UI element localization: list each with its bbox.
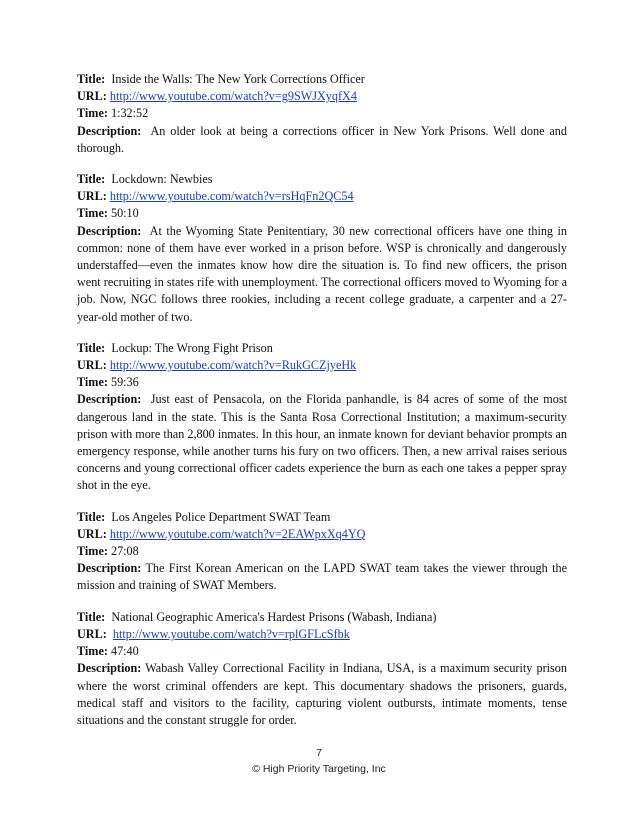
- entry-time-line: [77, 543, 567, 560]
- video-entry: [77, 609, 567, 729]
- entry-title-line: [77, 340, 567, 357]
- video-entry: [77, 71, 567, 157]
- entry-url-line: [77, 626, 567, 643]
- description-label: Description:: [77, 392, 142, 407]
- entry-title: National Geographic America's Hardest Prisons (Wabash, Indiana): [111, 609, 437, 624]
- video-entry: [77, 340, 567, 495]
- entry-url-line: [77, 188, 567, 205]
- url-label: URL:: [77, 189, 107, 204]
- entry-time-line: [77, 205, 567, 222]
- description-label: Description:: [77, 661, 142, 676]
- description-label: Description:: [77, 561, 142, 576]
- entry-title-line: [77, 609, 567, 626]
- video-list: [77, 71, 567, 743]
- title-label: Title:: [77, 340, 106, 355]
- description-label: Description:: [77, 123, 142, 138]
- entry-title: Lockup: The Wrong Fight Prison: [111, 340, 273, 355]
- time-label: Time:: [77, 206, 108, 221]
- entry-time: 1:32:52: [110, 106, 149, 121]
- time-label: Time:: [77, 644, 108, 659]
- title-label: Title:: [77, 72, 106, 86]
- title-label: Title:: [77, 509, 106, 524]
- url-label: URL:: [77, 626, 107, 641]
- time-label: Time:: [77, 544, 108, 559]
- video-entry: [77, 509, 567, 595]
- url-label: URL:: [77, 89, 107, 104]
- url-label: URL:: [77, 358, 107, 373]
- page-number: 7: [316, 747, 322, 759]
- entry-description: The First Korean American on the LAPD SWAT team takes the viewer through the mission and training of SWAT Members.: [77, 561, 568, 593]
- entry-time: 50:10: [110, 206, 139, 221]
- entry-url-link[interactable]: http://www.youtube.com/watch?v=2EAWpxXq4YQ: [109, 526, 366, 541]
- entry-description: An older look at being a corrections officer in New York Prisons. Well done and thorough.: [77, 123, 567, 155]
- description-label: Description:: [77, 223, 142, 238]
- entry-url-line: [77, 357, 567, 374]
- entry-description-block: [77, 391, 567, 494]
- entry-url-link[interactable]: http://www.youtube.com/watch?v=rplGFLcSfbk: [112, 626, 350, 641]
- entry-time-line: [77, 374, 567, 391]
- entry-title: Lockdown: Newbies: [111, 172, 213, 187]
- entry-url-link[interactable]: http://www.youtube.com/watch?v=rsHqFn2QC54: [109, 189, 354, 204]
- entry-url-line: [77, 88, 567, 105]
- entry-description-block: [77, 123, 567, 157]
- entry-title: Inside the Walls: The New York Corrections Officer: [111, 72, 365, 86]
- entry-description-block: [77, 560, 567, 594]
- entry-time: 47:40: [110, 644, 139, 659]
- entry-description-block: [77, 660, 567, 729]
- entry-description: Just east of Pensacola, on the Florida panhandle, is 84 acres of some of the most dangerous land in the state. This is the Santa Rosa Correctional Institution; a maximum-security prison with more than 2,800 inmates. In this hour, an inmate known for deviant behavior prompts an emergency response, while another turns his fury on two officers. Then, a new arrival raises serious concerns and young correctional officer cadets experience the burn as each one takes a pepper spray shot in the eye.: [77, 392, 567, 493]
- time-label: Time:: [77, 375, 108, 390]
- entry-url-link[interactable]: http://www.youtube.com/watch?v=RukGCZjyeHk: [109, 358, 357, 373]
- entry-url-line: [77, 526, 567, 543]
- title-label: Title:: [77, 609, 106, 624]
- entry-description: At the Wyoming State Penitentiary, 30 new correctional officers have one thing in common: none of them have ever worked in a prison before. WSP is chronically and dangerously understaffed—even the inmates know how dire the situation is. To find new officers, the prison went recruiting in states rife with unemployment. The correctional officers moved to Wyoming for a job. Now, NGC follows three rookies, including a recent college graduate, a carpenter and a 27-year-old mother of two.: [77, 223, 568, 324]
- entry-title-line: [77, 171, 567, 188]
- entry-description: Wabash Valley Correctional Facility in Indiana, USA, is a maximum security prison where the worst criminal offenders are kept. This documentary shadows the prisoners, guards, medical staff and visitors to the facility, capturing violent outbursts, intimate moments, tense situations and the constant struggle for order.: [77, 661, 567, 727]
- entry-title-line: [77, 509, 567, 526]
- copyright-footer: © High Priority Targeting, Inc: [252, 763, 386, 775]
- entry-time-line: [77, 643, 567, 660]
- entry-url-link[interactable]: http://www.youtube.com/watch?v=g9SWJXyqfX4: [109, 89, 357, 104]
- title-label: Title:: [77, 172, 106, 187]
- entry-title: Los Angeles Police Department SWAT Team: [111, 509, 331, 524]
- entry-time-line: [77, 105, 567, 122]
- time-label: Time:: [77, 106, 108, 121]
- entry-title-line: [77, 71, 567, 88]
- entry-description-block: [77, 223, 567, 326]
- entry-time: 27:08: [110, 544, 139, 559]
- entry-time: 59:36: [110, 375, 139, 390]
- video-entry: [77, 171, 567, 326]
- url-label: URL:: [77, 526, 107, 541]
